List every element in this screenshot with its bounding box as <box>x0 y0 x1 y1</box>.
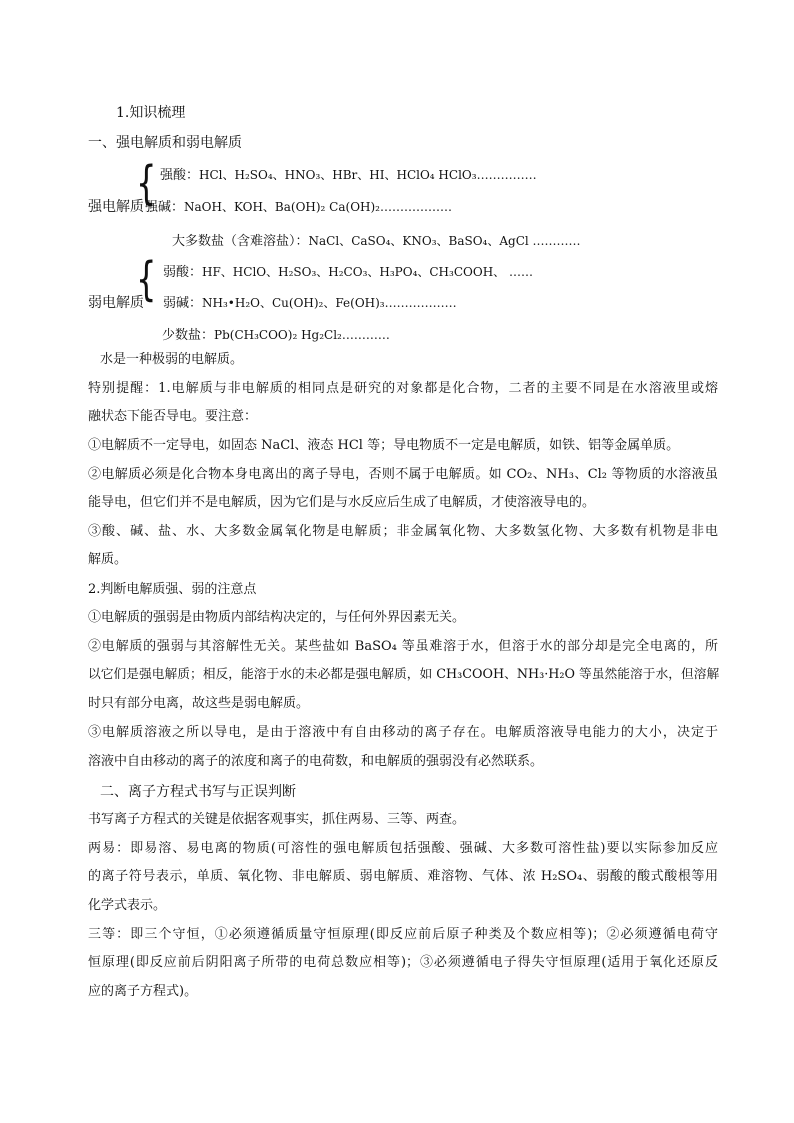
weak-salt-list: Pb(CH₃COO)₂ Hg₂Cl₂………… <box>214 328 390 342</box>
strong-salt-row <box>172 232 581 251</box>
weak-brace: { <box>136 252 157 306</box>
part2-key: 书写离子方程式的关键是依据客观事实，抓住两易、三等、两查。 <box>88 812 466 827</box>
three-eq-line-1: 三等：即三个守恒，①必须遵循质量守恒原理(即反应前后原子种类及个数应相等)；②必须遵循电荷守 <box>88 927 718 942</box>
two-easy-line-3: 化学式表示。 <box>88 898 167 913</box>
strong-electrolyte-label: 强电解质 <box>88 199 144 215</box>
reminder-item-1: ①电解质不一定导电，如固态 NaCl、液态 HCl 等；导电物质不一定是电解质，如铁、铝等金属单质。 <box>88 438 680 453</box>
reminder-line-1: 特别提醒：1.电解质与非电解质的相同点是研究的对象都是化合物，二者的主要不同是在水溶液里或熔 <box>88 381 718 396</box>
weak-electrolyte-label: 弱电解质 <box>88 295 144 311</box>
judge-item-2-line-1: ②电解质的强弱与其溶解性无关。某些盐如 BaSO₄ 等虽难溶于水，但溶于水的部分却是完全电离的，所 <box>88 639 718 654</box>
weak-acid-list: HF、HClO、H₂SO₃、H₂CO₃、H₃PO₄、CH₃COOH、 …… <box>202 265 533 279</box>
three-eq-line-3: 应的离子方程式)。 <box>88 984 198 999</box>
strong-base-prefix: 强碱： <box>145 200 185 215</box>
reminder-item-2-line-2: 能导电，但它们并不是电解质，因为它们是与水反应后生成了电解质，才使溶液导电的。 <box>88 495 596 510</box>
judge-item-1: ①电解质的强弱是由物质内部结构决定的，与任何外界因素无关。 <box>88 610 466 625</box>
weak-acid-prefix: 弱酸： <box>163 265 203 280</box>
part1-title: 一、强电解质和弱电解质 <box>88 135 242 151</box>
part2-title: 二、离子方程式书写与正误判断 <box>100 784 296 800</box>
reminder-line-2: 融状态下能否导电。要注意： <box>88 409 258 424</box>
strong-base-list: NaOH、KOH、Ba(OH)₂ Ca(OH)₂……………… <box>184 200 452 214</box>
reminder-item-3-line-2: 解质。 <box>88 552 128 567</box>
judge-title: 2.判断电解质强、弱的注意点 <box>88 582 257 597</box>
reminder-item-2-line-1: ②电解质必须是化合物本身电离出的离子导电，否则不属于电解质。如 CO₂、NH₃、Cl₂ 等物质的水溶液虽 <box>88 467 718 482</box>
judge-item-2-line-2: 以它们是强电解质；相反，能溶于水的未必都是强电解质，如 CH₃COOH、NH₃·H₂O 等虽然能溶于水，但溶解 <box>88 667 720 682</box>
reminder-item-3-line-1: ③酸、碱、盐、水、大多数金属氧化物是电解质；非金属氧化物、大多数氢化物、大多数有机物是非电 <box>88 524 718 539</box>
strong-base-row <box>145 198 452 217</box>
judge-item-3-line-2: 溶液中自由移动的离子的浓度和离子的电荷数，和电解质的强弱没有必然联系。 <box>88 754 544 769</box>
judge-item-3-line-1: ③电解质溶液之所以导电，是由于溶液中有自由移动的离子存在。电解质溶液导电能力的大小，决定于 <box>88 725 718 740</box>
strong-acid-prefix: 强酸： <box>160 168 200 183</box>
weak-base-row <box>163 294 457 313</box>
three-eq-line-2: 恒原理(即反应前后阴阳离子所带的电荷总数应相等)；③必须遵循电子得失守恒原理(适用于氧化还原反 <box>88 955 718 970</box>
judge-item-2-line-3: 时只有部分电离，故这些是弱电解质。 <box>88 696 310 711</box>
strong-acid-list: HCl、H₂SO₄、HNO₃、HBr、HI、HClO₄ HClO₃…………… <box>199 168 537 182</box>
water-note: 水是一种极弱的电解质。 <box>100 352 244 367</box>
weak-base-list: NH₃•H₂O、Cu(OH)₂、Fe(OH)₃……………… <box>202 296 457 310</box>
strong-salt-prefix: 大多数盐（含难溶盐）： <box>172 234 309 249</box>
strong-acid-row <box>160 166 537 185</box>
weak-salt-row <box>162 326 390 345</box>
weak-base-prefix: 弱碱： <box>163 296 203 311</box>
two-easy-line-2: 的离子符号表示，单质、氧化物、非电解质、弱电解质、难溶物、气体、浓 H₂SO₄、弱酸的酸式酸根等用 <box>88 869 718 884</box>
section-heading: 1.知识梳理 <box>116 105 186 121</box>
two-easy-line-1: 两易：即易溶、易电离的物质(可溶性的强电解质包括强酸、强碱、大多数可溶性盐)要以实际参加反应 <box>88 841 718 856</box>
strong-brace: { <box>136 156 157 210</box>
weak-acid-row <box>163 263 533 282</box>
weak-salt-prefix: 少数盐： <box>162 328 215 343</box>
strong-salt-list: NaCl、CaSO₄、KNO₃、BaSO₄、AgCl ………… <box>308 234 581 248</box>
